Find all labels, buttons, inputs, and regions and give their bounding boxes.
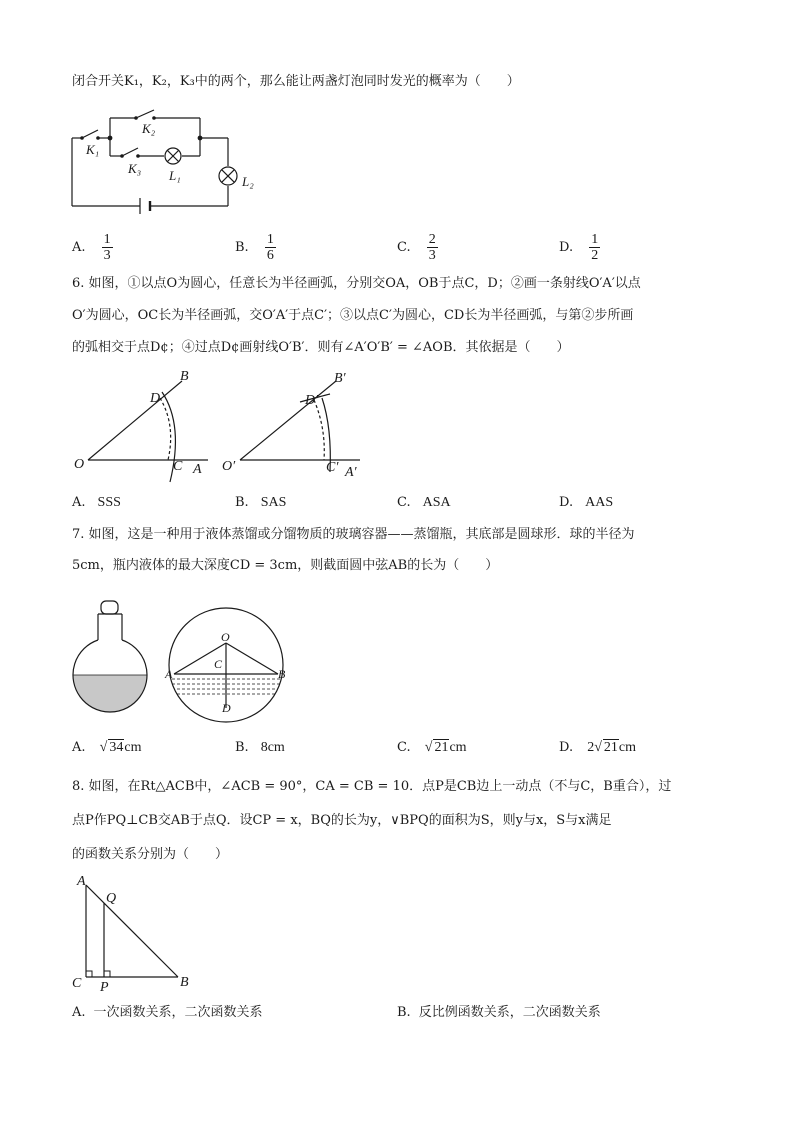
q8-stem-line1: 8. 如图，在Rt△ACB中，∠ACB = 90°，CA = CB = 10．点P是CB边上一动点（不与C，B重合），过	[72, 779, 672, 794]
q8-stem-line2: 点P作PQ⊥CB交AB于点Q．设CP = x，BQ的长为y，∨BPQ的面积为S，则y与x，S与x满足	[72, 813, 612, 828]
q5-option-c[interactable]: C. $\frac{2}{3}$	[397, 232, 436, 263]
q5-option-a[interactable]: A. $\frac{1}{3}$	[72, 232, 111, 263]
label-l1: L₁	[169, 168, 181, 183]
label-c: C	[214, 657, 223, 671]
q6-stem-line2: O′为圆心，OC长为半径画弧，交O′A′于点C′；③以点C′为圆心，CD长为半径画弧，与第②步所画	[72, 308, 634, 323]
q6-option-b[interactable]: B. SAS	[235, 495, 287, 510]
q8-option-b[interactable]: B. 反比例函数关系，二次函数关系	[397, 1005, 601, 1020]
label-b: B	[278, 667, 286, 681]
label-c: C	[72, 976, 82, 991]
label-b: B	[180, 369, 189, 384]
q5-stem: 闭合开关K₁，K₂，K₃中的两个，那么能让两盏灯泡同时发光的概率为（ ）	[72, 74, 520, 89]
q6-stem-line1: 6. 如图，①以点O为圆心，任意长为半径画弧，分别交OA，OB于点C，D；②画一条射线O′A′以点	[72, 276, 641, 291]
label-l2: L₂	[242, 174, 254, 189]
label-d-prime: D′	[305, 393, 319, 408]
label-p: P	[100, 980, 109, 995]
q8-stem-line3: 的函数关系分别为（ ）	[72, 847, 229, 862]
q6-option-c[interactable]: C. ASA	[397, 495, 451, 510]
label-c: C	[173, 459, 183, 474]
q6-option-a[interactable]: A. SSS	[72, 495, 121, 510]
label-a: A	[77, 874, 86, 889]
label-d: D	[222, 701, 231, 715]
label-a: A	[193, 462, 202, 477]
label-k1: K₁	[86, 142, 100, 157]
q5-option-b[interactable]: B. $\frac{1}{6}$	[235, 232, 274, 263]
q7-option-b[interactable]: B. 8cm	[235, 740, 285, 755]
label-k3: K₃	[128, 161, 142, 176]
label-a-prime: A′	[345, 465, 357, 480]
label-c-prime: C′	[326, 460, 339, 475]
q5-option-d[interactable]: D. $\frac{1}{2}$	[559, 232, 599, 263]
label-o: O	[221, 630, 230, 644]
label-b-prime: B′	[334, 371, 346, 386]
q7-stem-line2: 5cm，瓶内液体的最大深度CD = 3cm，则截面圆中弦AB的长为（ ）	[72, 558, 499, 573]
q7-option-c[interactable]: C. √ 21cm	[397, 740, 467, 755]
q7-option-d[interactable]: D. 2√ 21cm	[559, 740, 637, 755]
q6-stem-line3: 的弧相交于点D¢；④过点D¢画射线O′B′．则有∠A′O′B′ = ∠AOB．其依据是（ ）	[72, 340, 570, 355]
q8-option-a[interactable]: A. 一次函数关系，二次函数关系	[72, 1005, 263, 1020]
label-a: A	[165, 667, 173, 681]
label-d: D	[150, 391, 161, 406]
label-q: Q	[106, 891, 117, 906]
q6-option-d[interactable]: D. AAS	[559, 495, 614, 510]
label-o: O	[74, 457, 85, 472]
q7-option-a[interactable]: A. √ 34cm	[72, 740, 142, 755]
label-b: B	[180, 975, 189, 990]
q7-stem-line1: 7. 如图，这是一种用于液体蒸馏或分馏物质的玻璃容器——蒸馏瓶，其底部是圆球形．球的半径为	[72, 527, 635, 542]
label-k2: K₂	[142, 121, 156, 136]
label-o-prime: O′	[222, 459, 236, 474]
